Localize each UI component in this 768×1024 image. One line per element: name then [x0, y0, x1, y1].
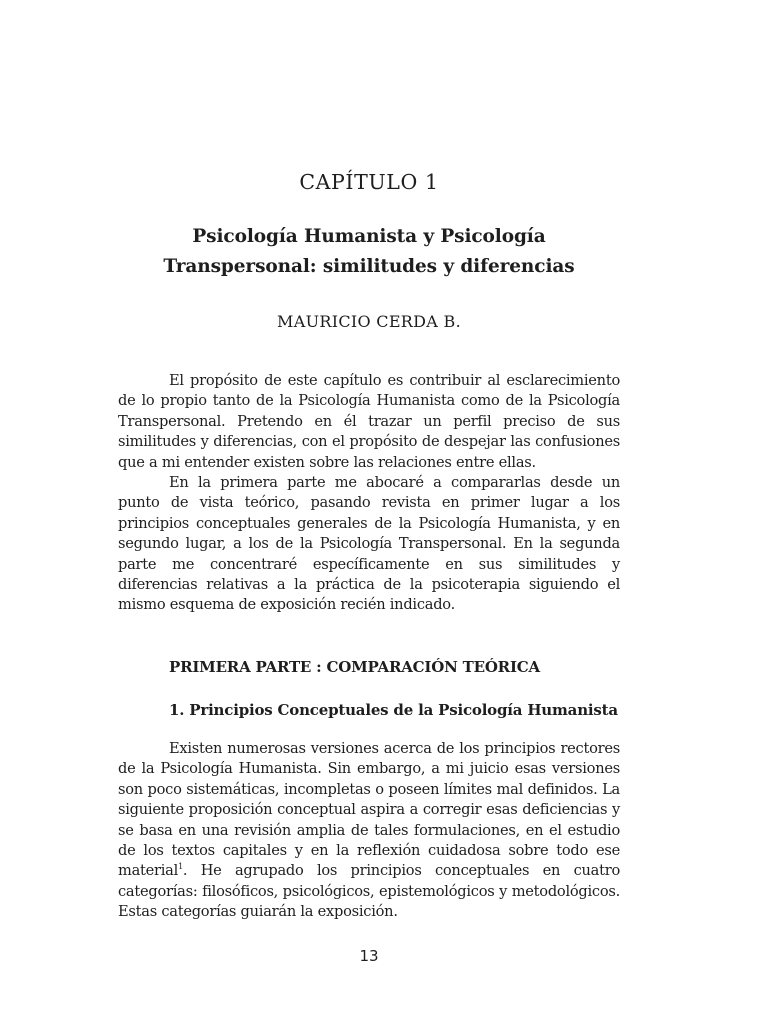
- part-heading: PRIMERA PARTE : COMPARACIÓN TEÓRICA: [169, 658, 540, 676]
- section-paragraph: [118, 739, 620, 923]
- intro-text: [118, 371, 620, 616]
- intro-paragraph-1: El propósito de este capítulo es contribuir al esclarecimiento de lo propio tanto de la Psicología Humanista como de la Psicología Transpersonal. Pretendo en él trazar un perfil preciso de sus similitudes y diferencias, con el propósito de despejar las confusiones que a mi entender existen sobre las relaciones entre ellas.: [118, 372, 620, 471]
- section-text: [118, 739, 620, 923]
- author-name: MAURICIO CERDA B.: [277, 312, 461, 331]
- page-number: 13: [359, 947, 379, 965]
- footnote-marker[interactable]: 1: [178, 862, 183, 872]
- section-heading: 1. Principios Conceptuales de la Psicología Humanista: [169, 701, 618, 719]
- intro-paragraph-2: En la primera parte me abocaré a compararlas desde un punto de vista teórico, pasando revista en primer lugar a los principios conceptuales generales de la Psicología Humanista, y en segundo lugar, a los de la Psicología Transpersonal. En la segunda parte me concentraré específicamente en sus similitudes y diferencias relativas a la práctica de la psicoterapia siguiendo el mismo esquema de exposición recién indicado.: [118, 474, 620, 614]
- chapter-title-line-2: Transpersonal: similitudes y diferencias: [163, 256, 575, 277]
- chapter-label: CAPÍTULO 1: [299, 170, 439, 194]
- chapter-title-line-1: Psicología Humanista y Psicología: [192, 226, 546, 247]
- chapter-title: [118, 222, 620, 282]
- section-paragraph-text-before-note: Existen numerosas versiones acerca de los principios rectores de la Psicología Humanista. Sin embargo, a mi juicio esas versiones son poco sistemáticas, incompletas o poseen límites mal definidos. La siguiente proposición conceptual aspira a corregir esas deficiencias y se basa en una revisión amplia de tales formulaciones, en el estudio de los textos capitales y en la reflexión cuidadosa sobre todo ese material: [118, 740, 620, 880]
- book-page: [118, 0, 620, 1024]
- section-paragraph-text-after-note: . He agrupado los principios conceptuales en cuatro categorías: filosóficos, psicológicos, epistemológicos y metodológicos. Estas categorías guiarán la exposición.: [118, 862, 620, 921]
